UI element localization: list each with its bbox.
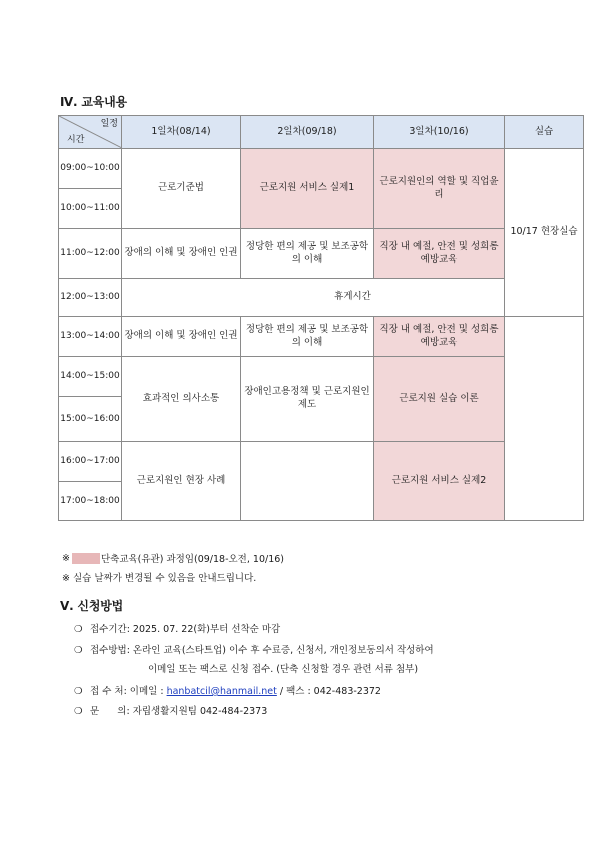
application-period-text: 접수기간: 2025. 07. 22(화)부터 선착순 마감 xyxy=(90,624,281,635)
corner-label-schedule: 일정 xyxy=(100,119,118,129)
time-cell: 11:00~12:00 xyxy=(59,229,122,279)
cell-day2-empty xyxy=(241,442,374,521)
table-row-lunch xyxy=(59,279,584,317)
time-cell: 13:00~14:00 xyxy=(59,317,122,357)
cell-field-cases: 근로지원인 현장 사례 xyxy=(122,442,241,521)
table-header-row xyxy=(59,116,584,149)
cell-practice-empty xyxy=(505,317,584,521)
destination-fax: / 팩스 : 042-483-2372 xyxy=(276,686,381,697)
time-cell: 12:00~13:00 xyxy=(59,279,122,317)
table-row xyxy=(59,149,584,189)
cell-practice-theory: 근로지원 실습 이론 xyxy=(374,357,505,442)
time-cell: 15:00~16:00 xyxy=(59,397,122,442)
destination-prefix: 접 수 처: 이메일 : xyxy=(90,686,167,697)
table-row xyxy=(59,317,584,357)
cell-service-practice-1: 근로지원 서비스 실제1 xyxy=(241,149,374,229)
cell-disability-understanding: 장애의 이해 및 장애인 인권 xyxy=(122,317,241,357)
note-short-course xyxy=(62,551,284,565)
application-method-text-2: 이메일 또는 팩스로 신청 접수. (단축 신청할 경우 관련 서류 첨부) xyxy=(148,664,419,675)
schedule-table xyxy=(58,115,584,521)
time-cell: 16:00~17:00 xyxy=(59,442,122,482)
cell-field-practice: 10/17 현장실습 xyxy=(505,149,584,317)
corner-header-cell xyxy=(59,116,122,149)
note-mark: ※ xyxy=(62,552,70,564)
cell-workplace-etiquette: 직장 내 예절, 안전 및 성희롱 예방교육 xyxy=(374,317,505,357)
email-link[interactable]: hanbatcil@hanmail.net xyxy=(166,686,277,697)
bullet-icon: ❍ xyxy=(74,706,83,717)
application-method-continued xyxy=(148,661,418,675)
note-short-course-text: 단축교육(유관) 과정임(09/18-오전, 10/16) xyxy=(100,554,284,565)
header-practice: 실습 xyxy=(505,116,584,149)
cell-disability-understanding: 장애의 이해 및 장애인 인권 xyxy=(122,229,241,279)
application-method xyxy=(74,642,434,656)
application-method-text: 접수방법: 온라인 교육(스타트업) 이수 후 수료증, 신청서, 개인정보동의서 작성하여 xyxy=(90,645,434,656)
cell-workplace-etiquette: 직장 내 예절, 안전 및 성희롱 예방교육 xyxy=(374,229,505,279)
bullet-icon: ❍ xyxy=(74,624,83,635)
cell-labor-standards-act: 근로기준법 xyxy=(122,149,241,229)
cell-reasonable-accommodation: 정당한 편의 제공 및 보조공학의 이해 xyxy=(241,229,374,279)
time-cell: 09:00~10:00 xyxy=(59,149,122,189)
cell-effective-communication: 효과적인 의사소통 xyxy=(122,357,241,442)
application-period xyxy=(74,621,280,635)
bullet-icon: ❍ xyxy=(74,686,83,697)
cell-service-practice-2: 근로지원 서비스 실제2 xyxy=(374,442,505,521)
application-destination xyxy=(74,683,381,697)
cell-break-time: 휴게시간 xyxy=(122,279,584,317)
legend-swatch xyxy=(72,553,100,564)
time-cell: 10:00~11:00 xyxy=(59,189,122,229)
cell-reasonable-accommodation: 정당한 편의 제공 및 보조공학의 이해 xyxy=(241,317,374,357)
header-day1: 1일차(08/14) xyxy=(122,116,241,149)
bullet-icon: ❍ xyxy=(74,645,83,656)
cell-role-ethics: 근로지원인의 역할 및 직업윤리 xyxy=(374,149,505,229)
header-day2: 2일차(09/18) xyxy=(241,116,374,149)
section-title-education-content: Ⅳ. 교육내용 xyxy=(60,95,127,109)
time-cell: 14:00~15:00 xyxy=(59,357,122,397)
header-day3: 3일차(10/16) xyxy=(374,116,505,149)
inquiry-text: 문 의: 자립생활지원팀 042-484-2373 xyxy=(90,706,268,717)
cell-employment-policy: 장애인고용정책 및 근로지원인 제도 xyxy=(241,357,374,442)
note-date-change: ※ 실습 날짜가 변경될 수 있음을 안내드립니다. xyxy=(62,573,257,584)
inquiry-contact xyxy=(74,703,267,717)
corner-label-time: 시간 xyxy=(67,134,85,145)
time-cell: 17:00~18:00 xyxy=(59,482,122,521)
section-title-application: Ⅴ. 신청방법 xyxy=(60,599,123,613)
